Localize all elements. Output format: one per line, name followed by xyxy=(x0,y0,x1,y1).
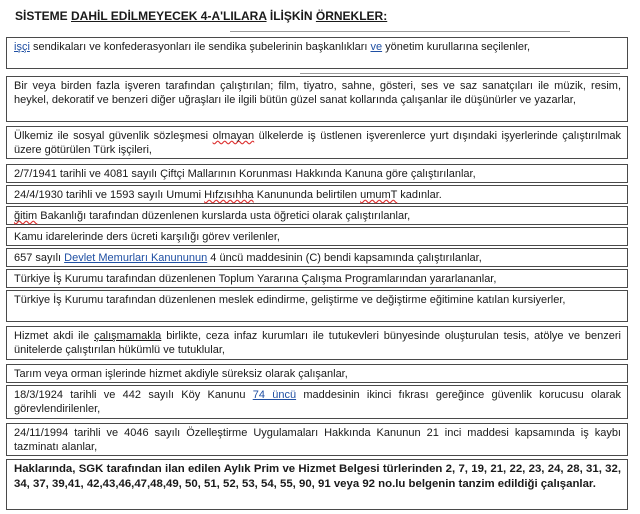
row-text: Hizmet akdi ile xyxy=(14,330,95,342)
example-row-15 xyxy=(6,459,628,510)
heading-part-underlined: DAHİL EDİLMEYECEK 4-A'LILARA xyxy=(71,9,267,23)
example-row-3 xyxy=(6,126,628,159)
row-text: yönetim kurullarına seçilenler, xyxy=(382,41,531,53)
row-text: birlikte, ceza infaz kurumları ile tutukevleri bünyesinde oluşturulan tesis, atölye ve benzeri ünitelerde çalıştırılan hükümlü ve tutuklular, xyxy=(14,330,621,356)
row-text: Bir veya birden fazla işveren tarafından çalıştırılan; film, tiyatro, sahne, gösteri, ses ve saz sanatçıları ile müzik, resim, heykel, dekoratif ve benzeri diğer uğraşları ile ilgili bütün güzel sanat kollarında çalışanlar ile düşünürler ve yazarlar, xyxy=(14,80,621,106)
row-text: ülkelerde iş üstlenen işverenlerce yurt dışındaki işyerlerinde çalıştırılmak üzere götürülen Türk işçileri, xyxy=(14,130,621,156)
link-text[interactable]: işçi xyxy=(14,41,30,53)
example-row-8 xyxy=(6,248,628,267)
example-row-5 xyxy=(6,185,628,204)
example-row-14 xyxy=(6,423,628,456)
row-text: Ülkemiz ile sosyal güvenlik sözleşmesi xyxy=(14,130,213,142)
link-text[interactable]: 74 üncü xyxy=(252,389,297,401)
row-text: Bakanlığı tarafından düzenlenen kurslarda usta öğretici olarak çalıştırılanlar, xyxy=(37,210,411,222)
heading-part: SİSTEME xyxy=(15,9,72,23)
row-text: Türkiye İş Kurumu tarafından düzenlenen meslek edindirme, geliştirme ve değiştirme eğitimine katılan kursiyerler, xyxy=(14,294,566,306)
example-row-13 xyxy=(6,385,628,419)
row-text-underlined: çalışmamakla xyxy=(94,330,162,342)
example-row-10 xyxy=(6,290,628,322)
divider-line xyxy=(230,31,570,32)
row-text: 24/4/1930 tarihli ve 1593 sayılı Umumi xyxy=(14,189,205,201)
row-text-flagged: ğitim xyxy=(14,210,38,222)
heading-part-underlined: ÖRNEKLER: xyxy=(315,9,388,23)
row-text: maddesinin ikinci fıkrası gereğince güvenlik korucusu olarak görevlendirilenler, xyxy=(14,389,621,415)
example-row-9 xyxy=(6,269,628,288)
example-row-6 xyxy=(6,206,628,225)
example-row-2 xyxy=(6,76,628,122)
row-text: Türkiye İş Kurumu tarafından düzenlenen Toplum Yararına Çalışma Programlarından yararlananlar, xyxy=(14,273,497,285)
example-row-12 xyxy=(6,364,628,383)
link-text[interactable]: Devlet Memurları Kanununun xyxy=(64,252,208,264)
heading-part: İLİŞKİN xyxy=(266,9,316,23)
document-heading xyxy=(15,9,387,23)
row-text-bold: Haklarında, SGK tarafından ilan edilen Aylık Prim ve Hizmet Belgesi türlerinden 2, 7, 19, 21, 22, 23, 24, 28, 31, 32, 34, 37, 39,41, 42,43,46,47,48,49, 50, 51, 52, 53, 54, 55, 90, 91 veya 92 no.lu belgenin tanzim edildiği çalışanlar. xyxy=(14,463,621,490)
row-text-flagged: umumT xyxy=(360,189,398,201)
row-text: 24/11/1994 tarihli ve 4046 sayılı Özelleştirme Uygulamaları Hakkında Kanunun 21 inci maddesi kapsamında iş kaybı tazminatı alanlar, xyxy=(14,427,621,453)
link-text[interactable]: ve xyxy=(370,41,383,53)
row-text: 18/3/1924 tarihli ve 442 sayılı Köy Kanunu xyxy=(14,389,253,401)
row-text-flagged: Hıfzısıhha xyxy=(204,189,254,201)
row-text: 2/7/1941 tarihli ve 4081 sayılı Çiftçi Mallarının Korunması Hakkında Kanuna göre çalıştırılanlar, xyxy=(14,168,476,180)
row-text: Kanununda belirtilen xyxy=(253,189,361,201)
row-text: 657 sayılı xyxy=(14,252,65,264)
row-text: Tarım veya orman işlerinde hizmet akdiyle süreksiz olarak çalışanlar, xyxy=(14,368,348,380)
row-text-flagged: olmayan xyxy=(212,130,255,142)
example-row-7 xyxy=(6,227,628,246)
row-text: 4 üncü maddesinin (C) bendi kapsamında çalıştırılanlar, xyxy=(207,252,482,264)
row-text: sendikaları ve konfederasyonları ile sendika şubelerinin başkanlıkları xyxy=(29,41,371,53)
example-row-4 xyxy=(6,164,628,183)
example-row-11 xyxy=(6,326,628,360)
row-text: Kamu idarelerinde ders ücreti karşılığı görev verilenler, xyxy=(14,231,280,243)
divider-line xyxy=(300,73,620,74)
example-row-1 xyxy=(6,37,628,69)
row-text: kadınlar. xyxy=(397,189,442,201)
